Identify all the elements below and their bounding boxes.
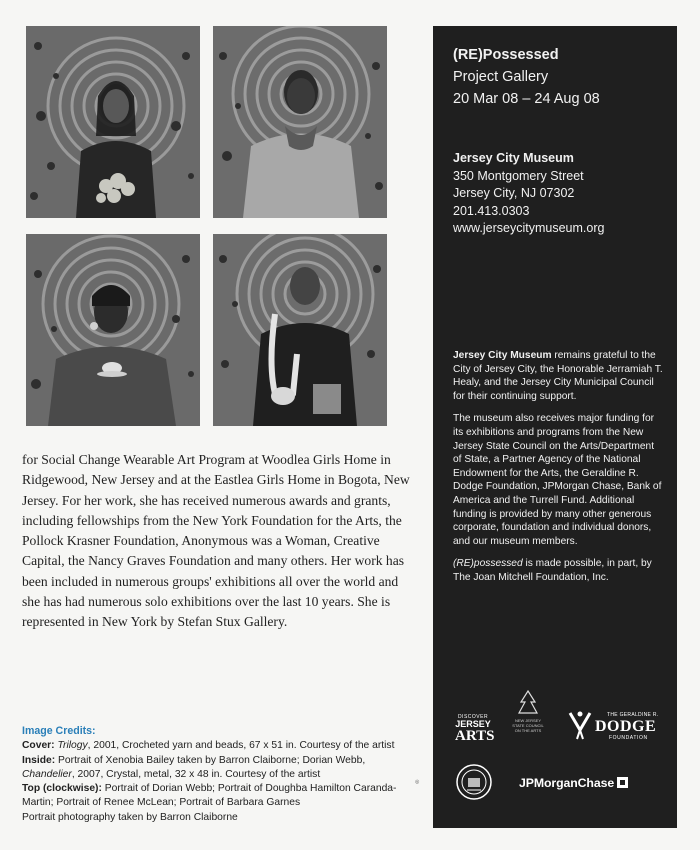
museum-city: Jersey City, NJ 07302	[453, 186, 575, 200]
dodge-figure-icon	[567, 710, 593, 740]
credit-inside: Inside: Portrait of Xenobia Bailey taken by Barron Claiborne; Dorian Webb, Chandelier, 2007, Crystal, metal, 32 x 48 in. Courtesy of the artist	[22, 754, 366, 780]
chase-octagon-icon	[617, 777, 628, 788]
museum-phone: 201.413.0303	[453, 203, 530, 218]
njsca-mark-icon	[517, 690, 539, 714]
portrait-image	[213, 234, 387, 426]
credit-top: Top (clockwise): Portrait of Dorian Webb; Portrait of Doughba Hamilton Caranda-Martin; Portrait of Renee McLean; Portrait of Barbara Garnes	[22, 783, 397, 809]
portrait-photo-bottom-left	[26, 234, 200, 426]
image-credits-heading: Image Credits:	[22, 725, 96, 737]
nj-state-council-arts-logo: NEW JERSEY STATE COUNCIL ON THE ARTS	[511, 690, 545, 733]
credit-cover: Cover: Trilogy, 2001, Crocheted yarn and beads, 67 x 51 in. Courtesy of the artist	[22, 740, 395, 752]
exhibition-info-panel: (RE)Possessed Project Gallery 20 Mar 08 – 24 Aug 08 Jersey City Museum 350 Montgomery Street Jersey City, NJ 07302 201.413.0303 www.jerseycitymuseum.org Jersey City Museum remains grateful to the City of Jersey City, the Honorable Jerramiah T. Healy, and the Jersey City Municipal Council for their continuing support. The museum also receives major funding for its exhibitions and programs from the New Jersey State Council on the Arts/Department of State, a Partner Agency of the National Endowment for the Arts, the Geraldine R. Dodge Foundation, JPMorgan Chase, Bank of America and the Turrell Fund. Additional funding is provided by many other generous corporate, foundation and individual donors, and our museum members. (RE)possessed is made possible, in part, by The Joan Mitchell Foundation, Inc. DISCOVER JERSEY ARTS NEW JERSEY STATE COUNCIL ON THE ARTS THE GERALDINE R. DODGE FOUNDATION JPMorganChase	[433, 26, 677, 828]
image-credits	[22, 724, 412, 825]
exhibition-title: (RE)Possessed	[453, 47, 559, 63]
printer-mark-icon: ◎	[415, 779, 420, 785]
note-sponsor: (RE)possessed is made possible, in part, by The Joan Mitchell Foundation, Inc.	[453, 558, 652, 583]
portrait-photo-top-right	[213, 26, 387, 218]
museum-website[interactable]: www.jerseycitymuseum.org	[453, 221, 605, 235]
jpmorgan-chase-logo: JPMorganChase	[519, 776, 628, 790]
museum-street: 350 Montgomery Street	[453, 168, 584, 183]
portrait-image	[26, 234, 200, 426]
jersey-city-seal-icon	[455, 763, 493, 801]
museum-address	[453, 150, 604, 238]
exhibition-dates: 20 Mar 08 – 24 Aug 08	[453, 91, 600, 107]
exhibition-subtitle: Project Gallery	[453, 69, 549, 85]
museum-name: Jersey City Museum	[453, 151, 574, 165]
note-gratitude: Jersey City Museum remains grateful to the City of Jersey City, the Honorable Jerramiah T. Healy, and the Jersey City Municipal Council for their continuing support.	[453, 350, 663, 402]
credit-photography: Portrait photography taken by Barron Claiborne	[22, 811, 238, 823]
artist-bio-text: for Social Change Wearable Art Program at Woodlea Girls Home in Ridgewood, New Jersey and at the Eastlea Girls Home in Bogota, New Jersey. For her work, she has received numerous awards and grants, including fellowships from the New York Foundation for the Arts, the Pollock Krasner Foundation, Anonymous was a Woman, Creative Capital, the Nancy Graves Foundation and many others. Her work has been included in numerous groups' exhibitions all over the world and she has had numerous solo exhibitions over the last 10 years. She is represented in New York by Stefan Stux Gallery.	[22, 452, 410, 630]
discover-jersey-arts-logo: DISCOVER JERSEY ARTS	[455, 714, 495, 744]
portrait-photo-bottom-right	[213, 234, 387, 426]
portrait-image	[26, 26, 200, 218]
portrait-photo-top-left	[26, 26, 200, 218]
funding-notes	[453, 349, 665, 594]
portrait-image	[213, 26, 387, 218]
note-funding: The museum also receives major funding for its exhibitions and programs from the New Jersey State Council on the Arts/Department of State, a Partner Agency of the National Endowment for the Arts, the Geraldine R. Dodge Foundation, JPMorgan Chase, Bank of America and the Turrell Fund. Additional funding is provided by many other generous corporate, foundation and individual donors, and our museum members.	[453, 413, 662, 547]
